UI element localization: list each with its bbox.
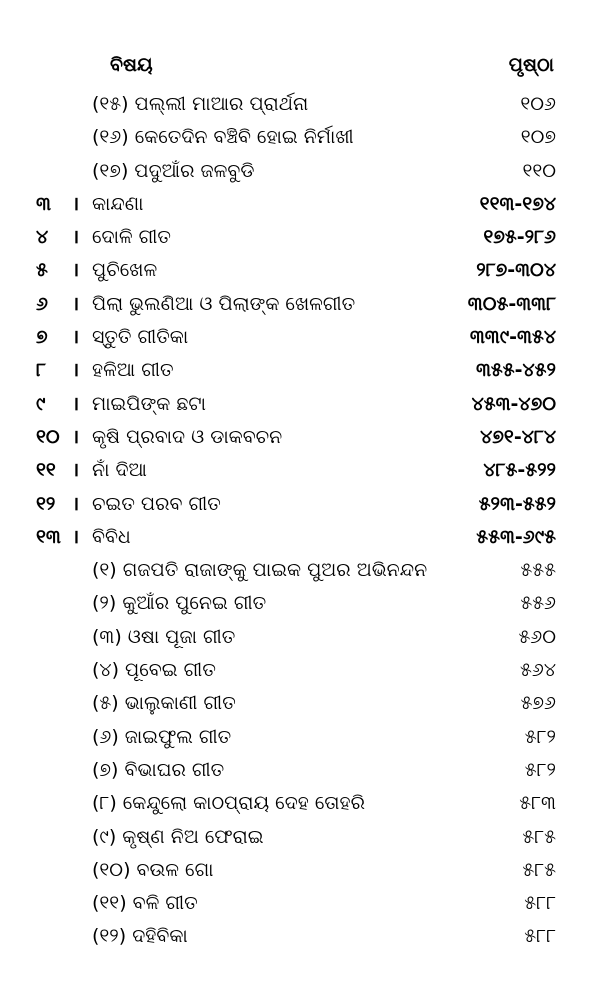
toc-chapter-row <box>0 288 600 321</box>
entry-page-number: ୫୮୨ <box>524 758 556 781</box>
entry-title: (୧) ଗଜପତି ରାଜାଙ୍କୁ ପାଇକ ପୁଅର ଅଭିନନ୍ଦନ <box>92 559 428 582</box>
entry-title: ସ୍ତୁତି ଗୀତିକା <box>92 326 189 349</box>
chapter-separator: । <box>72 359 80 382</box>
toc-subentry-row <box>0 754 600 787</box>
entry-page-number: ୩୩୯-୩୫୪ <box>469 326 556 349</box>
toc-subentry-row <box>0 721 600 754</box>
entry-page-number: ୫୭୬ <box>520 692 556 715</box>
chapter-separator: । <box>72 459 80 482</box>
entry-title: (୧୭) ପଦୁଆଁର ଜଳବୁଡି <box>92 159 255 182</box>
toc-chapter-row <box>0 421 600 454</box>
entry-page-number: ୫୮୫ <box>522 825 556 848</box>
chapter-number: ୧୦ <box>36 425 60 448</box>
chapter-separator: । <box>72 425 80 448</box>
toc-subentry-row <box>0 587 600 620</box>
toc-subentry-row <box>0 821 600 854</box>
entry-page-number: ୧୦୬ <box>520 93 556 115</box>
toc-subentry-row <box>0 88 600 121</box>
entry-page-number: ୫୮୨ <box>524 725 556 748</box>
entry-page-number: ୫୮୩ <box>519 792 556 815</box>
entry-page-number: ୪୮୫-୫୨୨ <box>483 459 556 482</box>
entry-page-number: ୫୫୬ <box>520 592 556 615</box>
chapter-number: ୩ <box>36 192 51 215</box>
chapter-number: ୧୩ <box>36 525 61 548</box>
entry-page-number: ୧୧୩-୧୭୪ <box>479 192 556 215</box>
subject-heading: ବିଷୟ <box>110 54 153 76</box>
entry-title: (୧୨) ଦହିବିକା <box>92 925 188 948</box>
page-heading: ପୃଷ୍ଠା <box>508 54 554 76</box>
entry-page-number: ୪୫୩-୪୭୦ <box>471 392 556 415</box>
toc-chapter-row <box>0 321 600 354</box>
entry-page-number: ୫୬୪ <box>520 659 556 682</box>
toc-subentry-row <box>0 654 600 687</box>
entry-title: (୧୫) ପଲ୍ଲୀ ମାଆର ପ୍ରାର୍ଥନା <box>92 93 309 115</box>
entry-title: (୮) କେନ୍ଦୁଲୋ କାଠପ୍ରାୟ ଦେହ ତୋହରି <box>92 792 365 815</box>
toc-subentry-row <box>0 621 600 654</box>
entry-title: (୬) ଜାଇଫୁଲ ଗୀତ <box>92 725 232 748</box>
chapter-number: ୫ <box>36 259 48 282</box>
chapter-number: ୭ <box>36 326 48 349</box>
toc-chapter-row <box>0 254 600 287</box>
toc-chapter-row <box>0 521 600 554</box>
chapter-separator: । <box>72 492 80 515</box>
entry-title: ବିବିଧ <box>92 525 131 548</box>
entry-page-number: ୫୮୫ <box>522 858 556 881</box>
chapter-separator: । <box>72 525 80 548</box>
chapter-separator: । <box>72 192 80 215</box>
entry-title: (୧୦) ବଉଳ ଗୋ <box>92 858 214 881</box>
chapter-number: ୯ <box>36 392 46 415</box>
chapter-separator: । <box>72 226 80 249</box>
chapter-separator: । <box>72 259 80 282</box>
toc-subentry-row <box>0 854 600 887</box>
toc-subentry-row <box>0 554 600 587</box>
chapter-number: ୧୧ <box>36 459 56 482</box>
entry-title: (୧୬) କେତେଦିନ ବଞ୍ଚିବି ହୋଇ ନିର୍ମାଖୀ <box>92 126 354 149</box>
chapter-number: ୬ <box>36 292 48 315</box>
entry-page-number: ୩୦୫-୩୩୮ <box>467 292 556 315</box>
entry-page-number: ୧୧୦ <box>522 159 556 182</box>
chapter-number: ୧୨ <box>36 492 56 515</box>
entry-title: ପିଲା ଭୁଲଣିଆ ଓ ପିଲାଙ୍କ ଖେଳଗୀତ <box>92 292 356 315</box>
entry-title: (୩) ଓଷା ପୂଜା ଗୀତ <box>92 625 236 648</box>
entry-title: (୨) କୁଆଁର ପୁନେଇ ଗୀତ <box>92 592 267 615</box>
table-of-contents <box>0 88 600 954</box>
toc-chapter-row <box>0 221 600 254</box>
entry-title: (୭) ବିଭାଘର ଗୀତ <box>92 758 225 781</box>
entry-title: ଦୋଳି ଗୀତ <box>92 226 171 249</box>
toc-subentry-row <box>0 155 600 188</box>
toc-chapter-row <box>0 388 600 421</box>
toc-subentry-row <box>0 887 600 920</box>
toc-chapter-row <box>0 454 600 487</box>
entry-title: କାନ୍ଦଣା <box>92 192 144 215</box>
toc-subentry-row <box>0 920 600 953</box>
entry-page-number: ୫୮୮ <box>524 925 556 948</box>
entry-page-number: ୫୫୩-୬୯୫ <box>476 525 556 548</box>
entry-page-number: ୧୦୭ <box>520 126 556 149</box>
entry-page-number: ୧୭୫-୨୮୬ <box>483 226 556 249</box>
chapter-separator: । <box>72 392 80 415</box>
entry-title: (୯) କୃଷ୍ଣ ନିଅ ଫେରାଇ <box>92 825 264 848</box>
chapter-separator: । <box>72 292 80 315</box>
entry-page-number: ୪୭୧-୪୮୪ <box>480 425 556 448</box>
toc-chapter-row <box>0 488 600 521</box>
chapter-separator: । <box>72 326 80 349</box>
entry-title: ହଳିଆ ଗୀତ <box>92 359 174 382</box>
toc-chapter-row <box>0 354 600 387</box>
entry-title: ଚଇତ ପରବ ଗୀତ <box>92 492 221 515</box>
toc-subentry-row <box>0 787 600 820</box>
chapter-number: ୪ <box>36 226 49 249</box>
chapter-number: ୮ <box>36 359 46 382</box>
entry-page-number: ୫୮୮ <box>524 892 556 915</box>
entry-title: ନାଁ ଦିଆ <box>92 459 147 482</box>
toc-chapter-row <box>0 188 600 221</box>
entry-title: ମାଇପିଙ୍କ ଛଟା <box>92 392 206 415</box>
entry-page-number: ୫୨୩-୫୫୨ <box>478 492 556 515</box>
entry-title: (୧୧) ବଳି ଗୀତ <box>92 892 198 915</box>
entry-title: (୪) ପୂବେଇ ଗୀତ <box>92 659 216 682</box>
toc-subentry-row <box>0 687 600 720</box>
entry-page-number: ୩୫୫-୪୫୨ <box>475 359 556 382</box>
entry-page-number: ୨୮୭-୩୦୪ <box>476 259 556 282</box>
entry-title: (୫) ଭାଲୁକାଣୀ ଗୀତ <box>92 692 236 715</box>
entry-page-number: ୫୫୫ <box>520 559 556 582</box>
entry-page-number: ୫୬୦ <box>518 625 556 648</box>
toc-subentry-row <box>0 121 600 154</box>
entry-title: କୃଷି ପ୍ରବାଦ ଓ ଡାକବଚନ <box>92 425 283 448</box>
entry-title: ପୁଚିଖେଳ <box>92 259 158 282</box>
toc-header <box>0 54 600 86</box>
